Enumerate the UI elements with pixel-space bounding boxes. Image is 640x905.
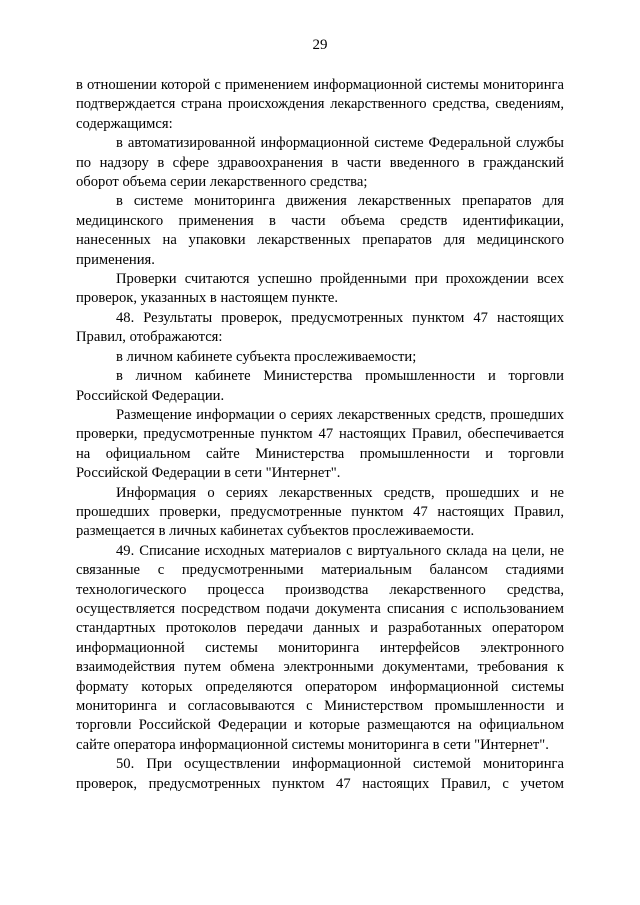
paragraph: Проверки считаются успешно пройденными при прохождении всех проверок, указанных в настоящем пункте.: [76, 271, 564, 307]
paragraph: Информация о сериях лекарственных средств, прошедших и не прошедших проверки, предусмотренные пунктом 47 настоящих Правил, размещается в личных кабинетах субъектов прослеживаемости.: [76, 484, 564, 540]
paragraph: в отношении которой с применением информационной системы мониторинга подтверждается страна происхождения лекарственного средства, сведениям, содержащимся:: [76, 77, 564, 132]
document-body: [76, 76, 564, 794]
paragraph: Размещение информации о сериях лекарственных средств, прошедших проверки, предусмотренные пунктом 47 настоящих Правил, обеспечивается на официальном сайте Министерства промышленности и торговли Российской Федерации в сети "Интернет".: [76, 406, 564, 482]
paragraph: в личном кабинете Министерства промышленности и торговли Российской Федерации.: [76, 368, 564, 404]
page-number: 29: [312, 37, 328, 53]
paragraph: в личном кабинете субъекта прослеживаемости;: [116, 348, 417, 365]
paragraph: 50. При осуществлении информационной системой мониторинга проверок, предусмотренных пунктом 47 настоящих Правил, с учетом: [76, 756, 564, 792]
paragraph: 49. Списание исходных материалов с виртуального склада на цели, не связанные с предусмотренными материальным балансом стадиями технологического процесса производства лекарственного средства, осуществляется посредством подачи документа списания с использованием стандартных протоколов передачи данных и разработанных оператором информационной системы мониторинга интерфейсов электронного взаимодействия путем обмена электронными документами, требования к формату которых определяются оператором информационной системы мониторинга и согласовываются с Министерством промышленности и торговли Российской Федерации и которые размещаются на официальном сайте оператора информационной системы мониторинга в сети "Интернет".: [76, 542, 564, 753]
paragraph: в автоматизированной информационной системе Федеральной службы по надзору в сфере здравоохранения в части введенного в гражданский оборот объема серии лекарственного средства;: [76, 135, 564, 191]
paragraph: 48. Результаты проверок, предусмотренных пунктом 47 настоящих Правил, отображаются:: [76, 309, 564, 346]
paragraph: в системе мониторинга движения лекарственных препаратов для медицинского применения в части объема средств идентификации, нанесенных на упаковки лекарственных препаратов для медицинского применения.: [76, 193, 564, 268]
